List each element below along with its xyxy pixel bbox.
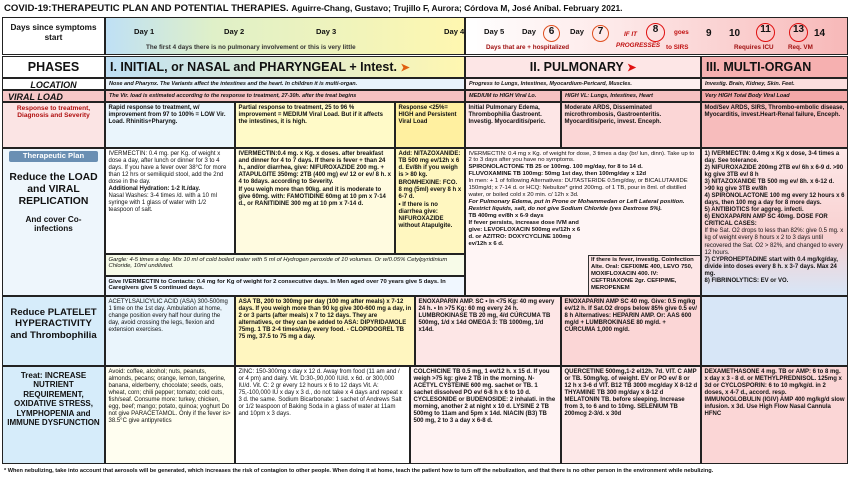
treat-dexamethasone: DEXAMETHASONE 4 mg. TB or AMP: 6 to 8 mg. x day x 3 - 8 d. or METHYLPREDNISOL. 125mg x 3d or CYCLOSPORIN: 6 to 10 mg/kg/d. in 2 doses, x 4-7 d., accord. resp. IMMUNOGLOBULIN (IGIV) AMP 400 mg/kg/d slow infusion. x 3d. Use High Flow Nasal Cannula HFNC [701, 366, 848, 464]
response-moderate-ards: Moderate ARDS, Disseminated microthrombosis, Gastroenteritis. Myocarditis/peric, invest. Enceph. [561, 102, 701, 148]
day-8-circle: 8 [646, 23, 665, 42]
response-low: Rapid response to treatment, w/ improvement from 97 to 100% = LOW Vir. Load. Rhinitis+Pharyng. [105, 102, 235, 148]
phase-initial [105, 56, 465, 78]
note-goes: goes [674, 29, 689, 36]
note-progresses: PROGRESSES [616, 42, 661, 49]
note-sirs: to SIRS [666, 44, 689, 51]
plan-nitazoxanide: Add: NITAZOXANIDE: TB 500 mg ev/12h x 6 d. Ev/8h if you weigh is > 80 kg. [398, 150, 461, 178]
phase-pulmonary [465, 56, 701, 78]
plan-hydration: Additional Hydration: 1-2 lt./day. [108, 185, 201, 192]
arrow-right-icon: ➤ [627, 62, 637, 74]
treat-diet: Avoid: coffee, alcohol; nuts, peanuts, almonds, pecans; orange, lemon, tangerine, banana, elderberry, chocolate; seeds, oats, wheat, corn; chili pepper; tomato; cold cuts, fish/seaf. Consume more: turkey, chicken, egg, beef; mango; potato, quinoa; yoghurt Do not give PARACETAMOL. Only if the fever is> 38.5°C give antipyretics [105, 366, 235, 464]
day-7-circle: 7 [592, 25, 609, 42]
phases-label: PHASES [2, 56, 105, 78]
plan-pulmonary-edema: For Pulmonary Edema, put in Prone or Mohammedan or Left Lateral position. Restrict liquids, salt, do not give Sodium Chloride (yes Dextrose 5%). [468, 199, 685, 213]
plan-famotidine: If you weigh more than 90kg. and it is moderate to give 60mg. with: FAMOTIDINE 60mg at 10 pm x 7-14 d., or RANITIDINE 300 mg at 10 pm x 7-14 d. [238, 186, 386, 208]
phase-pulmonary-label: II. PULMONARY [529, 60, 624, 74]
plan-col-multi-organ [701, 148, 848, 296]
plan-nasal-washes: Nasal Washes: 3-4 times /d. with a 10 ml syringe with 1 glass of water with 1/2 teaspoon of salt. [108, 192, 217, 214]
thrombo-goal: Reduce PLATELET HYPERACTIVITY and Thrombophilia [2, 296, 105, 366]
treat-zinc-vitamins: ZINC: 150-300mg x day x 12 d. Away from food (11 am and / or 4 pm) and dairy. Vit. D:30-,90,000 IU/d. x 6d. or 300,000 IU/d. Vit. C: 2 gr every 12 hours x 6 to 12 days Vit. A: 75,-100,000 IU x day x 3 d., do not take x 4 days and repeat x 3 d. the same. Sodium Bicarbonate: 1 sachet of Andrews Salt or 1/2 teaspoon of Baking Soda in a glass of water at 11am and 10pm x 3 days. [235, 366, 410, 464]
day-3: Day 3 [316, 27, 337, 36]
note-icu: Requires ICU [734, 44, 774, 51]
plan-mo-2: 2) NIFUROXAZIDE 200mg 2TB ev/ 6h x 6-9 d. >90 kg give 3TB ev/ 8 h [704, 164, 844, 178]
plan-mo-8: 8) FIBRINOLYTICS: EV or VO. [704, 277, 789, 284]
viral-load-label: VIRAL LOAD [2, 90, 105, 102]
viral-load-medium-high: MEDIUM to HIGH Viral Lo. [465, 90, 561, 102]
plan-col-medium [235, 148, 395, 254]
day-9: 9 [706, 28, 712, 39]
arrow-right-icon: ➤ [400, 62, 410, 74]
document-title [0, 0, 850, 16]
day-14: 14 [814, 28, 826, 39]
plan-mo-5: 5) ANTIBIOTICS for aggreg. infecti. [704, 207, 804, 214]
footer-note: * When nebulizing, take into account that aerosols will be generated, which increases the risk of contagion to other people. When doing it at home, teach the patient how to turn off the nebulization, and that there is no other person in the environment while nebulizing. [4, 468, 714, 474]
response-label: Response to treatment, Diagnosis and Severity [2, 102, 105, 148]
viral-load-very-high: Very HIGH Total Body Viral Load [701, 90, 848, 102]
plan-spironolactone: SPIRONOLACTONE TB 25 or 100mg. 100 mg/day, for 8 to 14 d. [468, 164, 643, 171]
phase-initial-label: I. INITIAL, or NASAL and PHARYNGEAL + Intest. [110, 60, 397, 74]
location-label: LOCATION [2, 78, 105, 90]
note-hospitalized: Days that are + hospitalized [486, 44, 570, 51]
day-6-circle: 6 [543, 25, 560, 42]
location-initial: Nose and Pharynx. The Variants affect the intestines and the heart. In children it is multi-organ. [105, 78, 465, 90]
day-2: Day 2 [224, 27, 245, 36]
note-first-four-days: The first 4 days there is no pulmonary involvement or this is very little [146, 44, 356, 51]
location-multi-organ: Investig. Brain, Kidney, Skin. Feet. [701, 78, 848, 90]
location-pulmonary: Progress to Lungs, Intestines, Myocardium-Pericard, Muscles. [465, 78, 701, 90]
plan-tb-400: TB 400mg ev/8h x 6-9 days [468, 213, 544, 220]
response-severe-ards: Mod/Sev ARDS, SIRS, Thrombo-embolic disease, Myocarditis, invest.Heart-Renal failure, Enceph. [701, 102, 848, 148]
plan-mo-3: 3) NITAZOXANIDE TB 500 mg ev/ 8h. x 6-12 d. >90 kg give 3TB ev/8h [704, 178, 835, 192]
treat-colchicine: COLCHICINE TB 0.5 mg, 1 ev/12 h. x 15 d. If you weigh >75 kg: give 2 TB in the morning. N-ACETYL CYSTEINE 600 mg. sachet or TB. 1 sachet dissolved PO ev/ 6-8 h x 6 to 10 d. CYCLESONIDE or BUDENOSIDE: 2 inhalati. in the morning, another 2 at night x 10 d. LYSINE 2 TB 500mg to 11am and 5pm x 14d. NIACIN (B3) TB 500 mg, 2 to 3 a day x 6-8 d. [410, 366, 561, 464]
treat-goal: Treat: INCREASE NUTRIENT REQUIREMENT, OXIDATIVE STRESS, LYMPHOPENIA and IMMUNE DYSFUNCTION [2, 366, 105, 464]
plan-mo-6b: If the Sat. O2 drops to less than 82%: give 0.5 mg. x kg of weight every 8 hours x 2 to 3 days until recovered the Sat. O2 > 82%, and changed to every 12 hours. [704, 228, 844, 256]
treat-quercetine: QUERCETINE 500mg,1-2 el12h. 7d. VIT. C AMP or TB. 50mg/kg. of weight. EV or PO ev/ 8 or 12 h x 3-6 d VIT. B12 TB 3000 mcg/day X 8-12 d THYAMINE TB 300 mg/day x 8-12 d MELATONIN TB. before sleeping. Increase from 3, to 6 and to 10mg. SELENIUM TB 200mcg 2-3/d. x 30d [561, 366, 701, 464]
therapeutic-plan-tag: Therapeutic Plan [9, 151, 98, 162]
plan-goal: Reduce the LOAD and VIRAL REPLICATION [9, 171, 98, 208]
response-initial-pulmonary: Initial Pulmonary Edema, Thrombophilia Gastroent. Investig. Myocarditis/peric. [465, 102, 561, 148]
plan-gargle: Gargle: 4-5 times a day. Mix 10 ml of cold boiled water with 5 ml of Hydrogen peroxide of 10 volumes. Or w/0.05% Cetylpyridinium Chloride, 10ml undiluted. [105, 254, 465, 276]
plan-nifuroxazide: • If there is no diarrhea give: NIFUROXAZIDE without Atapulgite. [398, 202, 453, 230]
thrombo-enoxaparin-moderate: ENOXAPARIN AMP SC 40 mg. Give: 0.5 mg/kg ev/12 h. If Sat.O2 drops below 85% give 0.5 ev/ 8 h Alternatives: HEPARIN AMP. Or: AAS 600 mg/d + LUMBROKINASE 80 mg/d. + CÚRCUMA 1,000 mg/d. [561, 296, 701, 366]
day-6-prefix: Day [522, 27, 536, 36]
plan-col-initial [105, 148, 235, 254]
title-authors: Aguirre-Chang, Gustavo; Trujillo F, Aurora; Córdova M, José Aníbal. February 2021. [291, 3, 623, 13]
response-high: Response <25%= HIGH and Persistent Viral Load [395, 102, 465, 148]
thrombo-asa-initial: ACETYLSALICYLIC ACID (ASA) 300-500mg 1 time on the 1st day. Ambulation at home, change position every half hour during the day, avoid crossing the legs, flexion and extension exercises. [105, 296, 235, 366]
plan-men-alternatives: In men: + 1 of following Alternatives: DUTASTERIDE 0.5mg/day, or BICALUTAMIDE 150mg/d; x 7-14 d. or HCQ: Nebulize* grind 200mg. of 1 TB, pour in 8ml. of distilled water, or boiled cold x 20 min. c/ 12h x 3d. [468, 178, 688, 199]
plan-fever-persists: If fever persists, increase dose IVM and give: LEVOFLOXACIN 500mg ev/12h x 6 d. or AZITRO: DOXYCYCLINE 100mg ev/12h x 6 d. [468, 220, 581, 248]
plan-mo-6: 6) ENOXAPARIN AMP SC 40mg. DOSE FOR CRITICAL CASES: [704, 214, 828, 228]
day-7-prefix: Day [570, 27, 584, 36]
thrombo-multi-organ-blank [701, 296, 848, 366]
title-main: COVID-19:THERAPEUTIC PLAN AND POTENTIAL THERAPIES. [4, 3, 289, 14]
day-13-circle: 13 [789, 23, 808, 42]
days-initial-band [105, 17, 465, 55]
plan-ivermectin-medium: IVERMECTIN:0.4 mg. x Kg. x doses. after breakfast and dinner for 4 to 7 days. If there is fever + than 24 h., and/or diarrhea, give: NIFUROXAZIDE 200 mg. + ATAPULGITE 350mg: 2TB (400 mg) ev/ 12 or ev/ 8 h. x 4 to 8days. according to Severity. [238, 150, 391, 185]
response-medium: Partial response to treatment, 25 to 96 % improvement = MEDIUM Viral Load. But if it affects the intestines, it is high. [235, 102, 395, 148]
plan-sub: And cover Co-infections [25, 214, 82, 234]
plan-col-high [395, 148, 465, 254]
thrombo-asa-medium: ASA TB, 200 to 300mg per day (100 mg after meals) x 7-12 days. If you weigh more than 90 kg give 300-600 mg a day, in 2 or 3 parts (after meals) x 7 to 12 days. They are alternatives, or they can be added to ASA: DIPYRIDAMOLE 75mg. 1 TB 2-4 times/day, every food. - CLOPIDOGREL TB 75 mg, 37.5 to 75 mg a day. [235, 296, 415, 366]
plan-col-pulmonary [465, 148, 701, 296]
plan-contacts: Give IVERMECTIN to Contacts: 0.4 mg for Kg of weight for 2 consecutive days. In Men aged over 70 years give 5 days. In Caregivers give 5 continued days. [105, 276, 465, 296]
day-1: Day 1 [134, 27, 155, 36]
plan-ivermectin-pulmonary: IVERMECTIN: 0.4 mg x Kg. of weight for dose, 3 times a day (br/ lun, dinn). Take up to 2 to 3 days after you have no symptoms. [468, 150, 695, 164]
plan-ivermectin-initial: IVERMECTIN: 0.4 mg. per Kg. of weight x dose a day, after lunch or dinner for 3 to 4 days. If you have a fever over 38°C for more than 12 hrs or semiliquid stool, add the 2nd dose in the day. [108, 150, 227, 185]
viral-load-high: HIGH VL: Lungs, Intestines, Heart [561, 90, 701, 102]
day-11-circle: 11 [756, 23, 775, 42]
note-vm: Req. VM [788, 44, 813, 51]
phase-multi-organ: III. MULTI-ORGAN [701, 56, 848, 78]
day-5: Day 5 [484, 27, 505, 36]
day-10: 10 [729, 28, 741, 39]
days-label: Days since symptoms start [2, 17, 105, 55]
note-if-it: IF IT [624, 31, 637, 38]
plan-fluvoxamine: FLUVOXAMINE TB 100mg: 50mg 1st day, then 100mg/day x 12d [468, 171, 647, 178]
plan-mo-4: 4) SPIRONOLACTONE 100 mg every 12 hours x 6 days, then 100 mg a day for 8 more days. [704, 192, 845, 207]
day-4: Day 4 [444, 27, 465, 36]
plan-coinfection: If there is fever, investig. Coinfection Alte. Oral: CEFIXIME 400, LEVO 750, MOXIFLOXACIN 400. IV: CEFTRIAXONE 2gr. CEFIPIME, MEROPENEM [588, 255, 700, 295]
plan-bromhexine: BROMHEXINE: FCO. 8 mg (5ml) every 8 h x 6-7 d. [398, 179, 462, 200]
plan-mo-1: 1) IVERMECTIN: 0.4mg x Kg x dose, 3-4 times a day. See tolerance. [704, 150, 840, 164]
viral-load-initial: The Vir. load is estimated according to the response to treatment, 27-30h. after the treat begins [105, 90, 465, 102]
plan-label-cell [2, 148, 105, 296]
thrombo-enoxaparin: ENOXAPARIN AMP. SC • In <75 Kg: 40 mg every 24 h. • In >75 Kg: 60 mg every 24 h. LUMBROKINASE TB 20 mg, 4/d CÚRCUMA TB 500mg, 1/d x 14d OMEGA 3: TB 1000mg, 1/d x14d. [415, 296, 561, 366]
days-pulmonary-band [444, 17, 848, 55]
plan-mo-7: 7) CYPROHEPTADINE start with 0.4 mg/kg/day, divide into doses every 8 h. x 3-7 days. Max 24 mg. [704, 256, 838, 277]
